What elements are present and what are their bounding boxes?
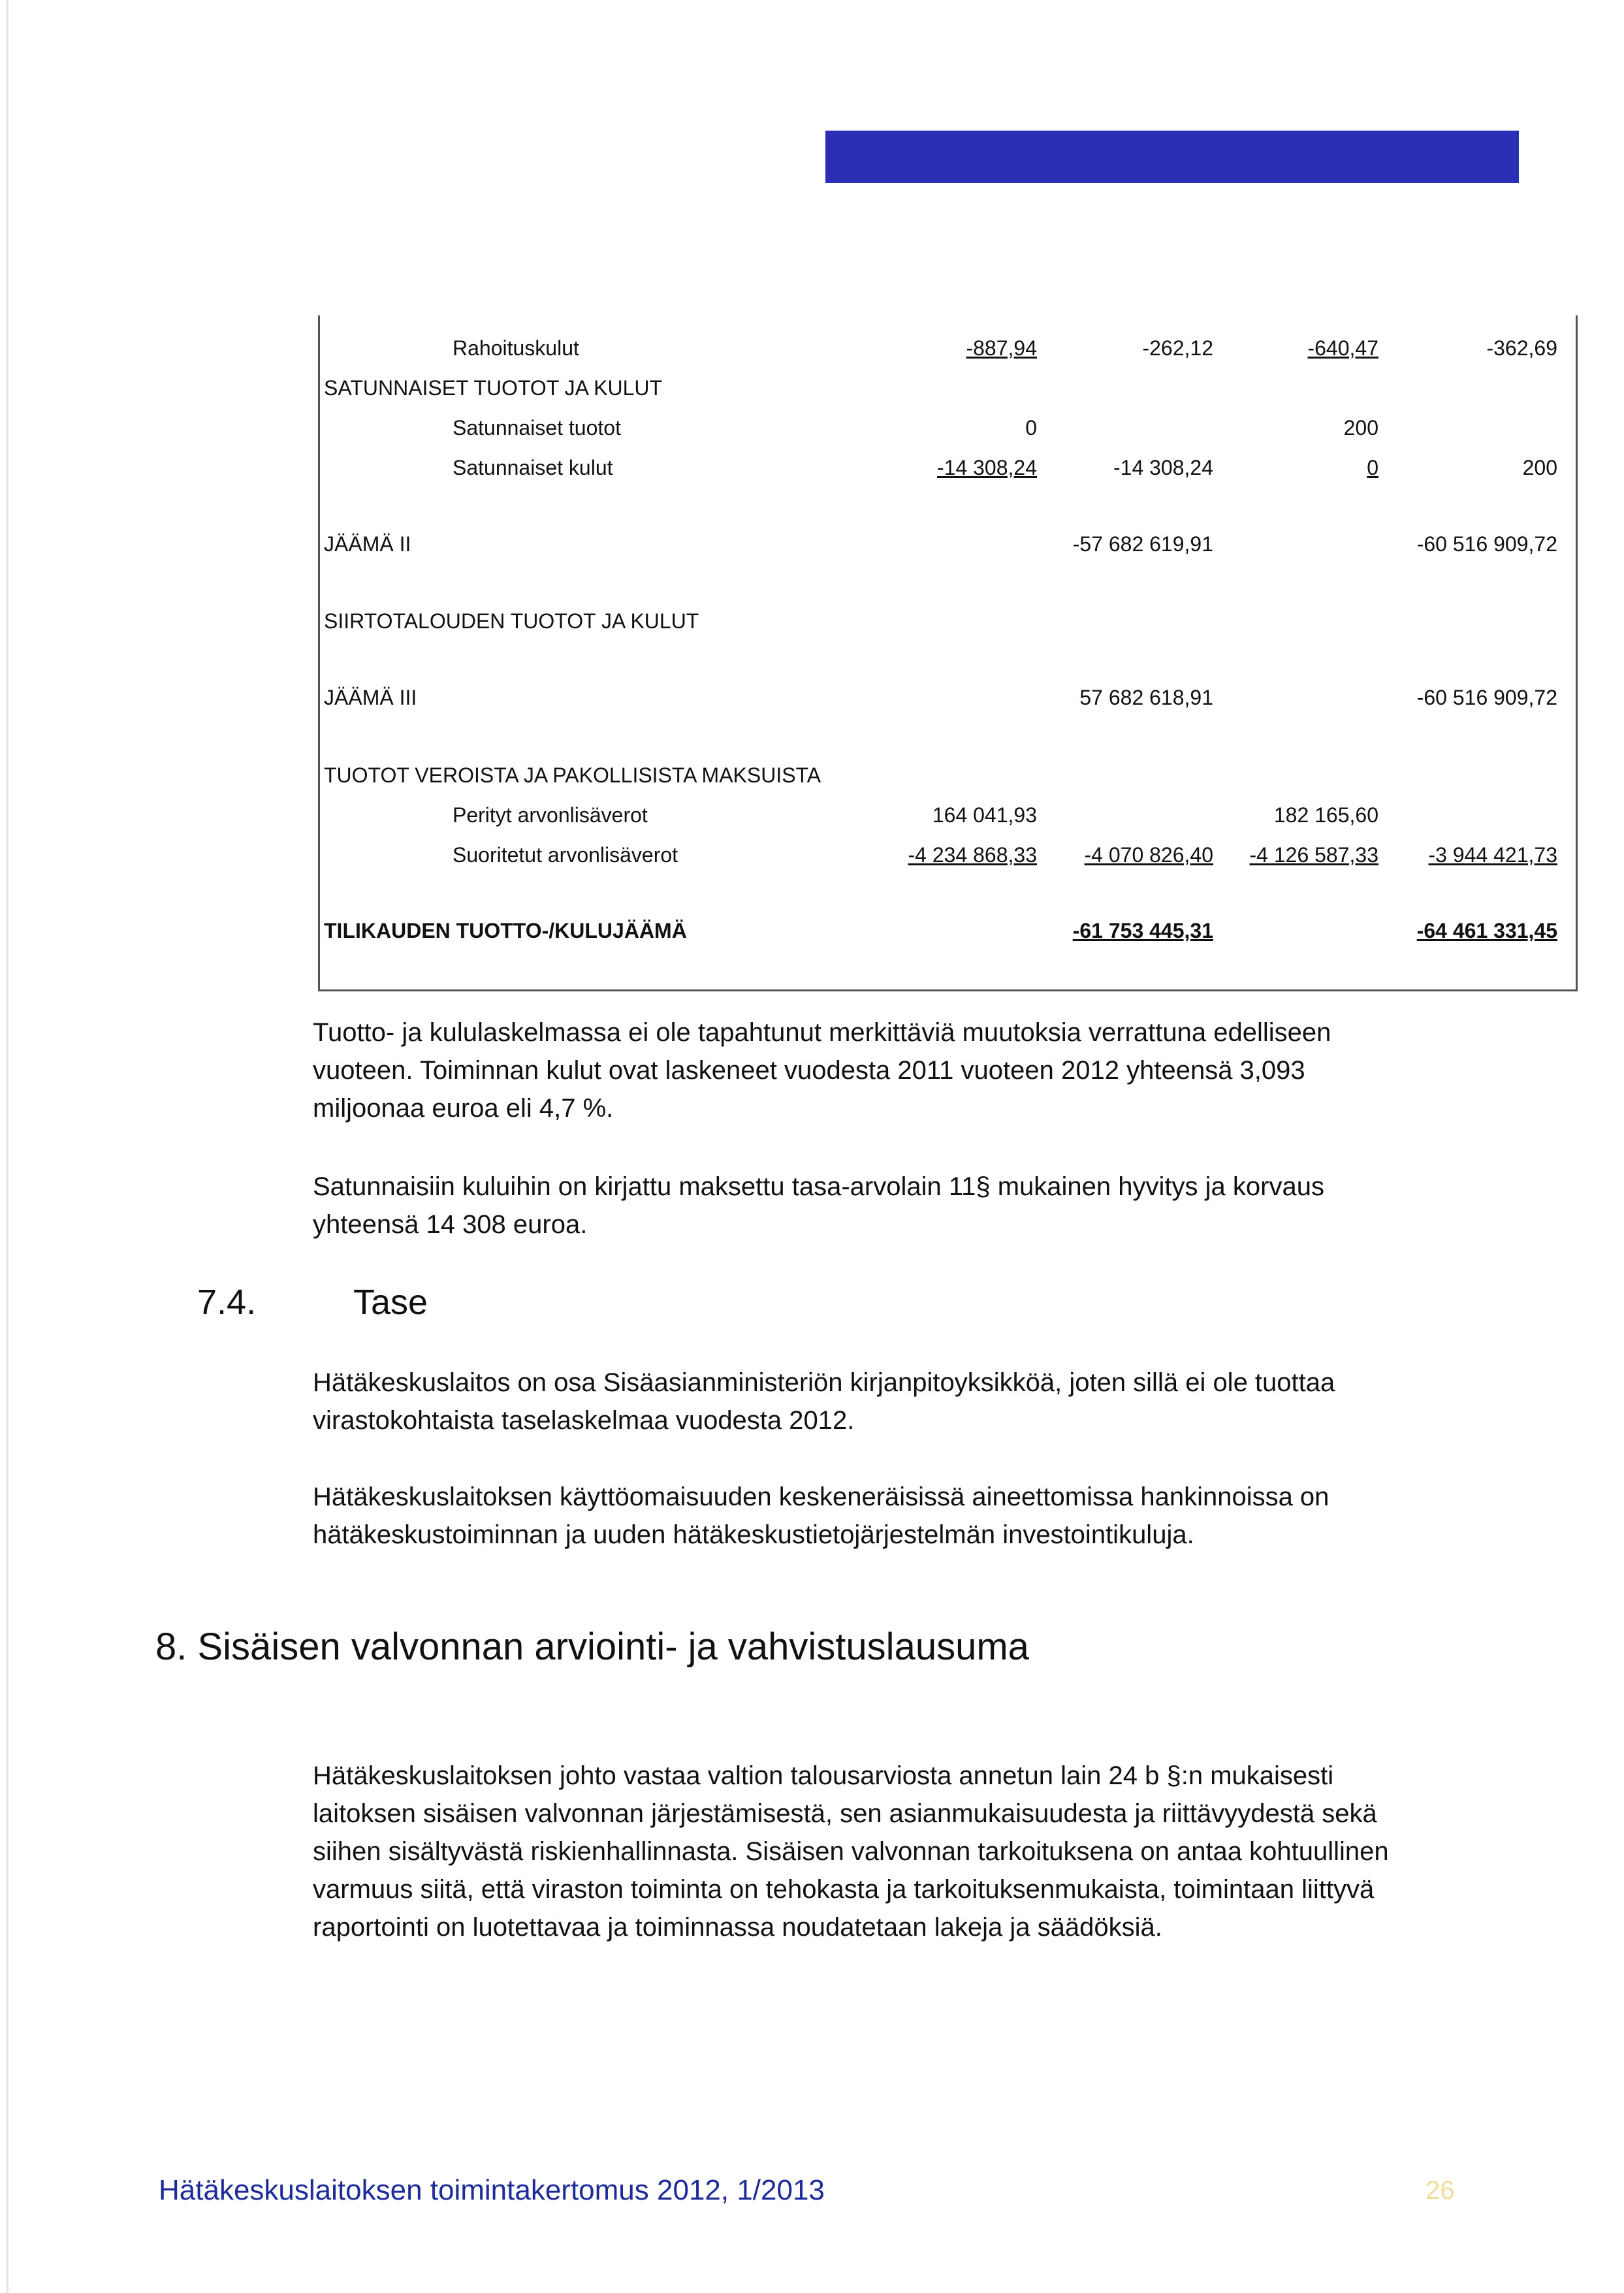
section-title-tase: Tase — [353, 1283, 428, 1322]
cell-satunnaiset-kulut-c3: 0 — [1367, 456, 1378, 479]
cell-suoritetut-alv-c4: -3 944 421,73 — [1428, 843, 1557, 867]
section-title-8: 8. Sisäisen valvonnan arviointi- ja vahvistuslausuma — [155, 1626, 1029, 1668]
cell-jaama-2-c2: -57 682 619,91 — [1072, 532, 1213, 556]
row-heading-siirtotalous: SIIRTOTALOUDEN TUOTOT JA KULUT — [324, 609, 699, 633]
income-statement-table — [318, 315, 1578, 991]
cell-satunnaiset-kulut-c1: -14 308,24 — [936, 456, 1037, 479]
paragraph-tuotto-kulu: Tuotto- ja kululaskelmassa ei ole tapahtunut merkittäviä muutoksia verrattuna edelliseen vuoteen. Toiminnan kulut ovat laskeneet vuodesta 2011 vuoteen 2012 yhteensä 3,093 miljoonaa euroa eli 4,7 %. — [313, 1018, 1331, 1123]
cell-rahoituskulut-c4: -362,69 — [1486, 336, 1557, 360]
cell-rahoituskulut-c3: -640,47 — [1307, 336, 1378, 360]
cell-perityt-alv-c3: 182 165,60 — [1273, 803, 1378, 827]
row-label-jaama-3: JÄÄMÄ III — [324, 686, 417, 709]
row-label-tilikauden-tulos: TILIKAUDEN TUOTTO-/KULUJÄÄMÄ — [324, 919, 687, 942]
scan-edge — [7, 0, 8, 2293]
row-label-jaama-2: JÄÄMÄ II — [324, 532, 411, 556]
paragraph-satunnaiset: Satunnaisiin kuluihin on kirjattu maksettu tasa-arvolain 11§ mukainen hyvitys ja korvaus yhteensä 14 308 euroa. — [313, 1172, 1324, 1239]
cell-jaama-3-c2: 57 682 618,91 — [1079, 686, 1213, 709]
page-number: 26 — [1425, 2176, 1455, 2205]
section-number-7-4: 7.4. — [197, 1283, 257, 1322]
row-heading-verot: TUOTOT VEROISTA JA PAKOLLISISTA MAKSUISTA — [324, 763, 821, 787]
cell-tilikauden-tulos-c4: -64 461 331,45 — [1416, 919, 1557, 942]
cell-jaama-3-c4: -60 516 909,72 — [1416, 686, 1557, 709]
cell-perityt-alv-c1: 164 041,93 — [932, 803, 1037, 827]
row-label-satunnaiset-kulut: Satunnaiset kulut — [453, 456, 613, 479]
cell-rahoituskulut-c2: -262,12 — [1142, 336, 1213, 360]
cell-satunnaiset-tuotot-c3: 200 — [1343, 416, 1378, 440]
row-label-rahoituskulut: Rahoituskulut — [453, 336, 579, 360]
cell-rahoituskulut-c1: -887,94 — [966, 336, 1037, 360]
row-label-suoritetut-alv: Suoritetut arvonlisäverot — [453, 843, 678, 867]
cell-suoritetut-alv-c2: -4 070 826,40 — [1084, 843, 1213, 867]
cell-satunnaiset-tuotot-c1: 0 — [1025, 416, 1037, 440]
cell-tilikauden-tulos-c2: -61 753 445,31 — [1072, 919, 1213, 942]
cell-jaama-2-c4: -60 516 909,72 — [1416, 532, 1557, 556]
paragraph-taselaskelma: Hätäkeskuslaitos on osa Sisäasianministeriön kirjanpitoyksikköä, joten sillä ei ole tuottaa virastokohtaista taselaskelmaa vuodesta 2012. — [313, 1368, 1335, 1435]
cell-satunnaiset-kulut-c4: 200 — [1522, 456, 1557, 479]
row-heading-satunnaiset: SATUNNAISET TUOTOT JA KULUT — [324, 376, 663, 400]
cell-suoritetut-alv-c3: -4 126 587,33 — [1249, 843, 1378, 867]
cell-suoritetut-alv-c1: -4 234 868,33 — [908, 843, 1037, 867]
row-label-perityt-alv: Perityt arvonlisäverot — [453, 803, 648, 827]
cell-satunnaiset-kulut-c2: -14 308,24 — [1113, 456, 1213, 479]
footer-title: Hätäkeskuslaitoksen toimintakertomus 2012, 1/2013 — [159, 2174, 825, 2206]
row-label-satunnaiset-tuotot: Satunnaiset tuotot — [453, 416, 621, 440]
paragraph-kayttoomaisuus: Hätäkeskuslaitoksen käyttöomaisuuden keskeneräisissä aineettomissa hankinnoissa on hätäkeskustoiminnan ja uuden hätäkeskustietojärjestelmän investointikuluja. — [313, 1483, 1329, 1549]
paragraph-sisainen-valvonta: Hätäkeskuslaitoksen johto vastaa valtion talousarviosta annetun lain 24 b §:n mukaisesti laitoksen sisäisen valvonnan järjestämisestä, sen asianmukaisuudesta ja riittävyydestä sekä siihen sisältyvästä riskienhallinnasta. Sisäisen valvonnan tarkoituksena on antaa kohtuullinen varmuus siitä, että viraston toiminta on tehokasta ja tarkoituksenmukaista, toimintaan liittyvä raportointi on luotettavaa ja toiminnassa noudatetaan lakeja ja säädöksiä. — [313, 1761, 1389, 1942]
header-accent-bar — [825, 131, 1519, 183]
